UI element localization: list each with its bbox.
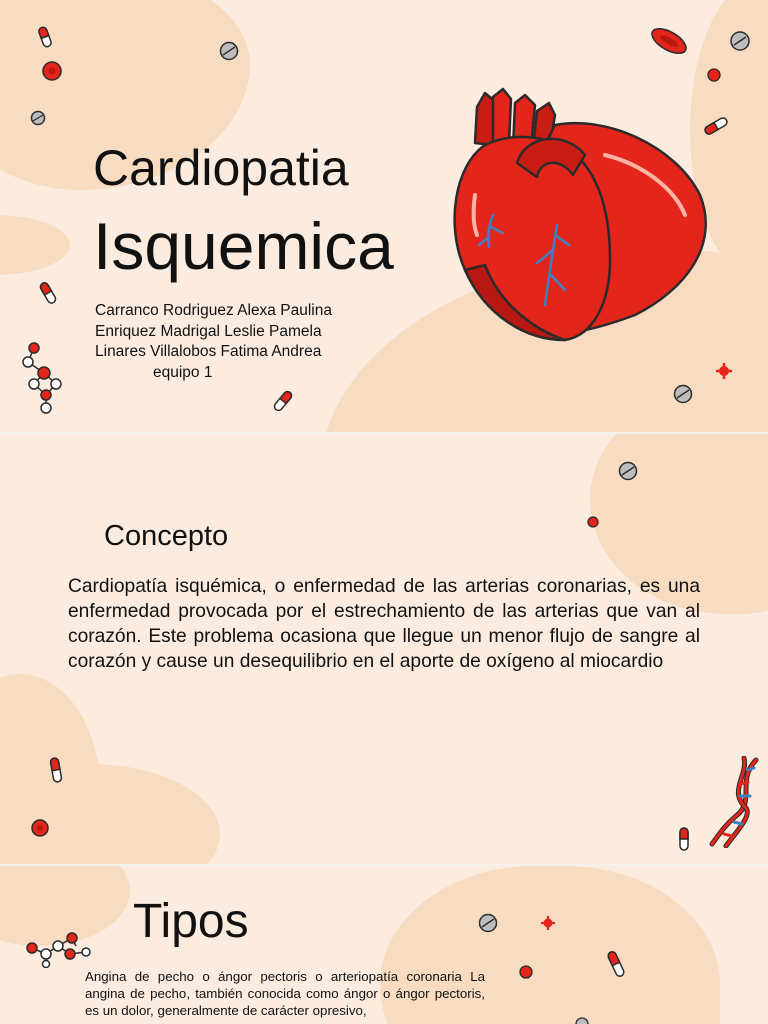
blood-cell-icon (41, 60, 63, 82)
pill-tablet-icon (29, 109, 47, 127)
blood-cell-icon (518, 964, 534, 980)
author-name: Carranco Rodriguez Alexa Paulina (95, 302, 332, 319)
author-list (95, 301, 332, 383)
section-heading: Concepto (104, 520, 229, 552)
heart-illustration (445, 85, 710, 347)
title-line-1: Cardiopatia (93, 140, 349, 196)
pill-tablet-icon (672, 383, 694, 405)
types-paragraph: Angina de pecho o ángor pectoris o arteriopatía coronaria La angina de pecho, también conocida como ángor o ángor pectoris, es un dolor, generalmente de carácter opresivo, (85, 969, 485, 1018)
blood-cell-icon (647, 25, 691, 57)
section-heading: Tipos (133, 895, 249, 948)
virus-icon (540, 915, 556, 931)
capsule-icon (38, 26, 52, 48)
concept-paragraph: Cardiopatía isquémica, o enfermedad de las arterias coronarias, es una enfermedad provocada por el estrechamiento de las arterias que van al corazón. Este problema ocasiona que llegue un menor flujo de sangre al corazón y cause un desequilibrio en el aporte de oxígeno al miocardio (68, 576, 700, 672)
background-blob (0, 215, 70, 275)
pill-tablet-icon (617, 460, 639, 482)
blood-cell-icon (706, 67, 722, 83)
capsule-icon (47, 756, 65, 784)
dna-icon (706, 756, 764, 848)
pill-tablet-icon (728, 29, 752, 53)
pill-tablet-icon (218, 40, 240, 62)
author-name: Enriquez Madrigal Leslie Pamela (95, 322, 322, 340)
molecule-icon (16, 340, 68, 416)
blood-cell-icon (586, 515, 600, 529)
types-slide (0, 866, 768, 1024)
title-slide (0, 0, 768, 432)
background-blob (0, 764, 220, 864)
title-line-2: Isquemica (93, 209, 394, 283)
virus-icon (715, 362, 733, 380)
blood-cell-icon (30, 818, 50, 838)
capsule-icon (38, 280, 58, 306)
concept-slide (0, 434, 768, 864)
pill-tablet-icon (477, 912, 499, 934)
capsule-icon (604, 948, 628, 980)
pill-tablet-icon (574, 1016, 590, 1024)
molecule-icon (24, 928, 98, 968)
capsule-icon (677, 827, 691, 851)
capsule-icon (270, 388, 296, 414)
team-label: equipo 1 (153, 363, 213, 381)
author-name: Linares Villalobos Fatima Andrea (95, 343, 322, 360)
